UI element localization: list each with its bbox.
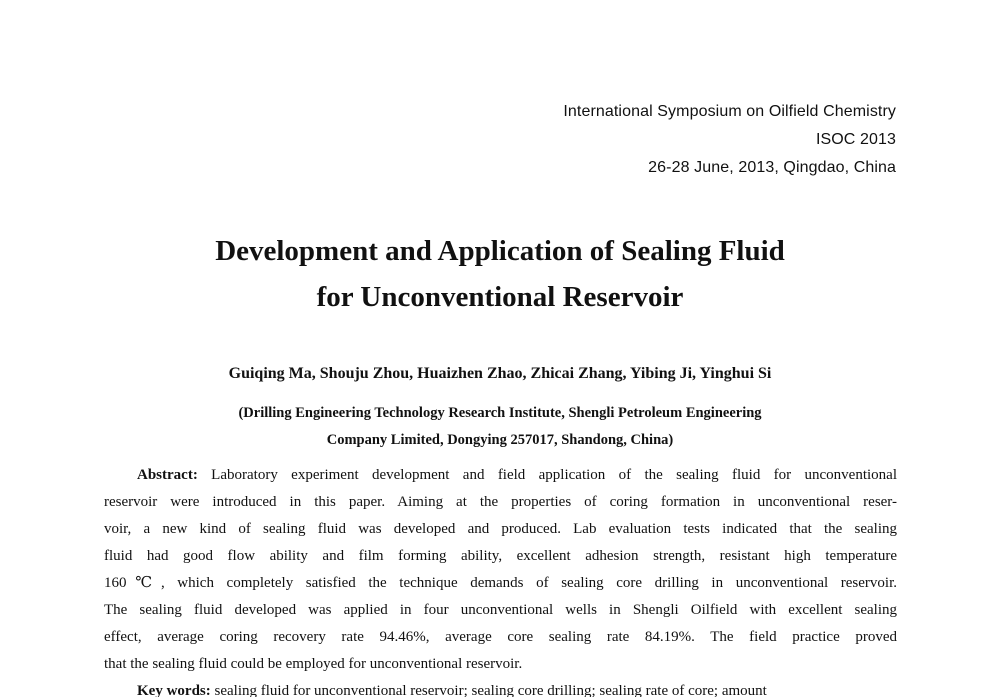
keywords [104,678,897,697]
symposium-code: ISOC 2013 [815,131,896,148]
keywords-label: Key words: [137,683,211,697]
abstract [104,462,897,678]
abstract-line: 160℃, which completely satisfied the technique demands of sealing core drilling in unconventional reservoir. [104,575,897,591]
abstract-line: that the sealing fluid could be employed for unconventional reservoir. [104,656,523,672]
symposium-header [563,98,896,182]
title-line-1: Development and Application of Sealing Fluid [215,235,785,267]
abstract-line: reservoir were introduced in this paper. Aiming at the properties of coring formation in unconventional reser- [104,494,897,510]
abstract-line: The sealing fluid developed was applied in four unconventional wells in Shengli Oilfield with excellent sealing [104,602,897,618]
abstract-label: Abstract: [137,467,198,483]
affiliation [0,400,1000,454]
symposium-date-place: 26-28 June, 2013, Qingdao, China [648,159,896,176]
title-line-2: for Unconventional Reservoir [316,281,684,313]
author-list: Guiqing Ma, Shouju Zhou, Huaizhen Zhao, Zhicai Zhang, Yibing Ji, Yinghui Si [228,365,772,382]
paper-title [0,228,1000,320]
symposium-name: International Symposium on Oilfield Chemistry [563,103,896,120]
keywords-text: sealing fluid for unconventional reservoir; sealing core drilling; sealing rate of core; amount [210,683,767,697]
affiliation-line-2: Company Limited, Dongying 257017, Shandong, China) [326,432,674,448]
abstract-line: effect, average coring recovery rate 94.46%, average core sealing rate 84.19%. The field practice proved [104,629,897,645]
affiliation-line-1: (Drilling Engineering Technology Research Institute, Shengli Petroleum Engineering [238,405,762,421]
abstract-line: fluid had good flow ability and film forming ability, excellent adhesion strength, resistant high temperature [104,548,897,564]
abstract-line-text: Laboratory experiment development and field application of the sealing fluid for unconventional [197,467,897,483]
abstract-line [104,462,897,489]
abstract-line: voir, a new kind of sealing fluid was developed and produced. Lab evaluation tests indicated that the sealing [104,521,897,537]
